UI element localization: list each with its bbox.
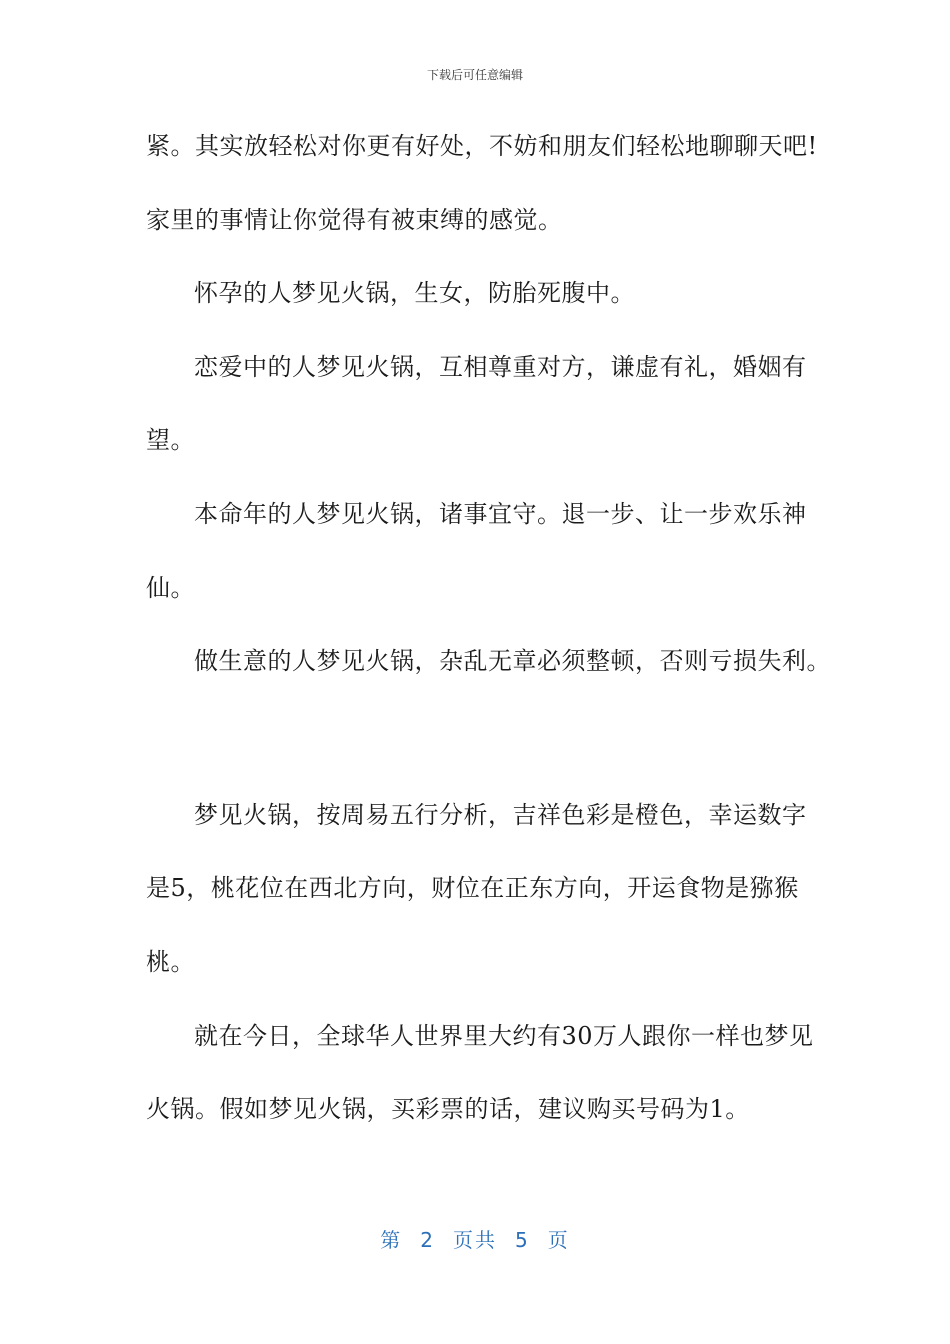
page-footer [0,1224,950,1253]
footer-page-number: 2 [420,1228,435,1252]
paragraph-line: 梦见火锅，按周易五行分析，吉祥色彩是橙色，幸运数字 [194,800,807,829]
paragraph-line: 怀孕的人梦见火锅，生女，防胎死腹中。 [194,279,635,308]
footer-prefix: 第 [380,1228,403,1252]
paragraph-line: 桃。 [146,947,195,976]
paragraph-gap [146,711,816,791]
document-body [146,122,831,1159]
paragraph-line: 本命年的人梦见火锅，诸事宜守。退一步、让一步欢乐神 [194,499,807,528]
footer-total-pages: 5 [515,1228,530,1252]
paragraph-line: 火锅。假如梦见火锅，买彩票的话，建议购买号码为1。 [146,1095,750,1124]
paragraph-line: 紧。其实放轻松对你更有好处，不妨和朋友们轻松地聊聊天吧! [146,132,818,160]
paragraph-line: 是5，桃花位在西北方向，财位在正东方向，开运食物是猕猴 [146,874,799,903]
paragraph-line: 恋爱中的人梦见火锅，互相尊重对方，谦虚有礼，婚姻有 [194,352,807,381]
paragraph-line: 家里的事情让你觉得有被束缚的感觉。 [146,205,563,234]
page-header: 下载后可任意编辑 [426,68,523,82]
paragraph-line: 望。 [146,426,195,455]
paragraph-line: 做生意的人梦见火锅，杂乱无章必须整顿，否则亏损失利。 [194,647,831,676]
paragraph-line: 就在今日，全球华人世界里大约有30万人跟你一样也梦见 [194,1021,814,1050]
paragraph-line: 仙。 [146,573,195,602]
footer-middle: 页共 [453,1228,497,1252]
footer-suffix: 页 [547,1228,570,1252]
